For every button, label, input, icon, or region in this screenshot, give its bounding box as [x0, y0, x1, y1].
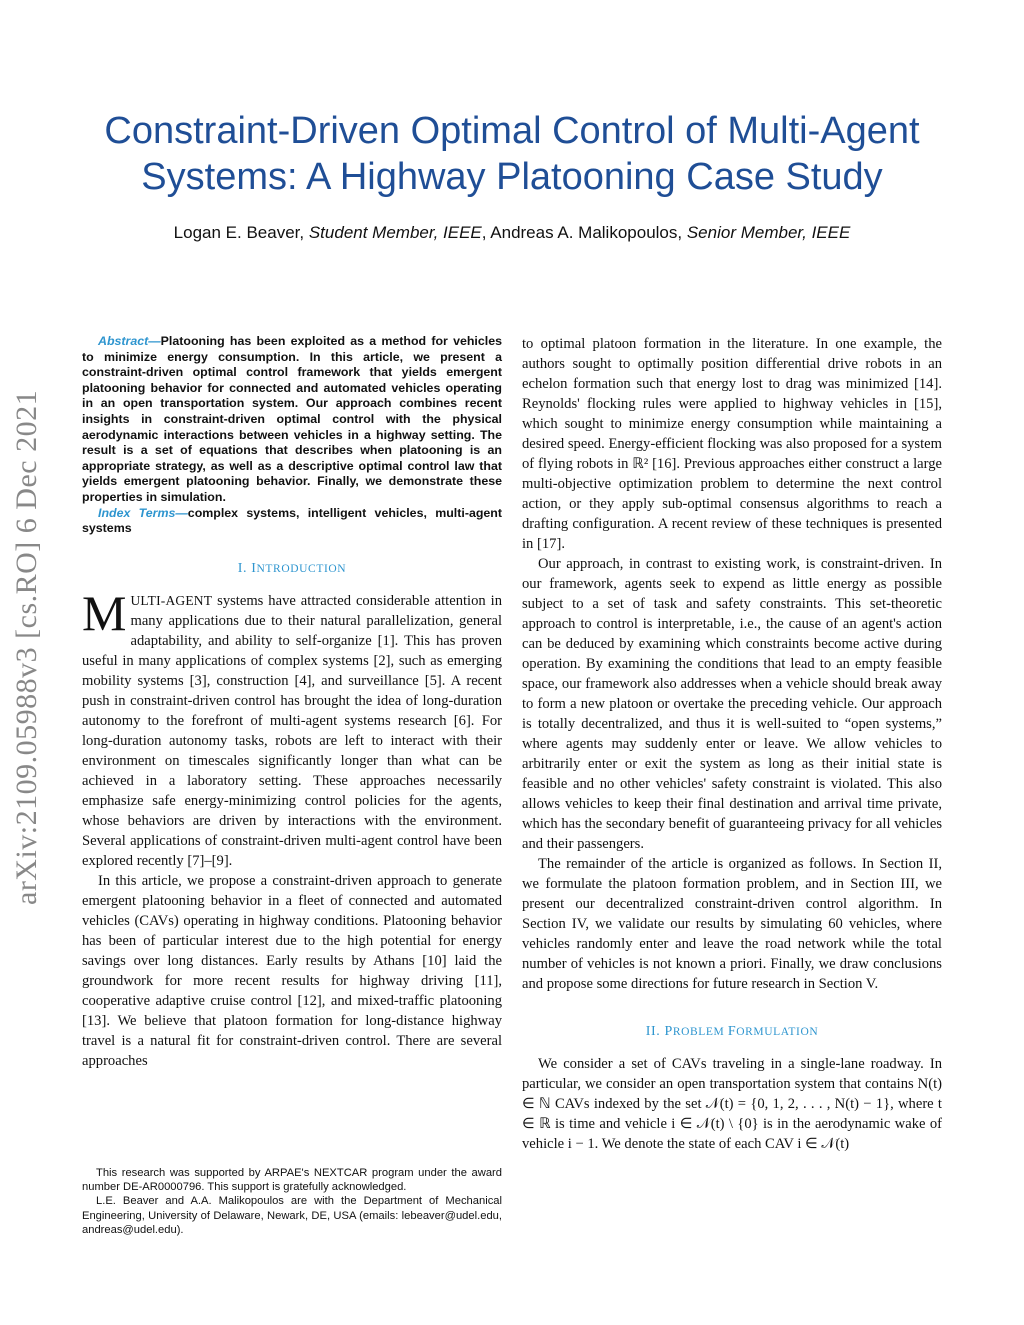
section-heading-problem-formulation: II. PROBLEM FORMULATION	[645, 1024, 819, 1039]
right-paragraph-3: The remainder of the article is organized as follows. In Section II, we formulate the platoon formation problem, and in Section III, we present our decentralized constraint-driven control algorithm. In Section IV, we validate our results by simulating 60 vehicles, where vehicles randomly enter and leave the road network while the total number of vehicles is not known a priori. Finally, we draw conclusions and propose some directions for future research in Section V.	[522, 856, 942, 992]
right-paragraph-4: We consider a set of CAVs traveling in a single-lane roadway. In particular, we consider an open transportation system that contains N(t) ∈ ℕ CAVs indexed by the set 𝒩(t) = {0, 1, 2, . . . , N(t) − 1}, where t ∈ ℝ is time and vehicle i ∈ 𝒩(t) \ {0} is in the aerodynamic wake of vehicle i − 1. We denote the state of each CAV i ∈ 𝒩(t)	[522, 1056, 942, 1152]
author-1-name: Logan E. Beaver,	[173, 223, 305, 242]
author-list	[60, 221, 964, 245]
footnote-funding: This research was supported by ARPAE's NEXTCAR program under the award number DE-AR0000796. This support is gratefully acknowledged.	[82, 1167, 502, 1194]
intro-paragraph-1	[82, 584, 502, 871]
footnotes	[82, 1166, 502, 1237]
author-1-role: Student Member, IEEE	[308, 223, 482, 242]
right-paragraph-1: to optimal platoon formation in the literature. In one example, the authors sought to optimally position differential drive robots in an echelon formation such that energy lost to drag was minimized [14]. Reynolds' flocking rules were applied to highway vehicles in [15], which sought to minimize energy consumption while maintaining a desired speed. Energy-efficient flocking was also proposed for a system of flying robots in ℝ² [16]. Previous approaches either construct a large multi-objective optimization problem to determine the next control action, or they apply sub-optimal consensus algorithms to reach a drafting configuration. A recent review of these techniques is presented in [17].	[522, 336, 942, 552]
intro-paragraph-1-text: systems have attracted considerable attention in many applications due to their natural parallelization, general adaptability, and ability to self-organize [1]. This has proven useful in many applications of complex systems [2], such as emerging mobility systems [3], construction [4], and surveillance [5]. A recent push in constraint-driven control has brought the idea of long-duration autonomy to the forefront of multi-agent systems research [6]. For long-duration autonomy tasks, robots are left to interact with their environment on timescales significantly longer than what can be achieved in a laboratory setting. These approaches necessarily emphasize safe energy-minimizing control policies for the agents, whose behaviors are driven by interactions with the environment. Several applications of constraint-driven multi-agent control have been explored recently [7]–[9].	[82, 592, 502, 869]
paper-title	[60, 108, 964, 200]
author-2-role: Senior Member, IEEE	[686, 223, 851, 242]
right-paragraph-2: Our approach, in contrast to existing work, is constraint-driven. In our framework, agents seek to expend as little energy as possible subject to a set of task and safety constraints. This set-theoretic approach to control is interpretable, i.e., the cause of an agent's action can be deduced by examining which constraints become active during operation. By examining the conditions that lead to an empty feasible space, our framework also addresses when a vehicle should break away to form a new platoon or overtake the preceding vehicle. Our approach is totally decentralized, and thus it is well-suited to “open systems,” where agents may suddenly enter or leave. We allow vehicles to arbitrarily enter or exit the system as long as their initial state is feasible and no other vehicles' safety constraint is violated. This also allows vehicles to keep their final destination and arrival time private, which has the secondary benefit of guaranteeing privacy for all vehicles and their passengers.	[522, 556, 942, 852]
index-terms	[82, 506, 502, 537]
intro-paragraph-2: In this article, we propose a constraint-driven approach to generate emergent platooning behavior in a fleet of connected and automated vehicles (CAVs) operating in highway conditions. Platooning behavior has been of particular interest due to the high potential for energy savings over long distances. Early results by Athans [10] laid the groundwork for more recent results for highway driving [11], cooperative adaptive cruise control [12], and mixed-traffic platooning [13]. We believe that platoon formation for long-distance highway travel is a natural fit for constraint-driven control. There are several approaches	[82, 872, 502, 1069]
abstract-text: Platooning has been exploited as a method for vehicles to minimize energy consumption. In this article, we present a constraint-driven optimal control framework that yields emergent platooning behavior for connected and automated vehicles operating in an open transportation system. Our approach combines recent insights in constraint-driven optimal control with the physical aerodynamic interactions between vehicles in a highway setting. The result is a set of equations that describes when platooning is an appropriate strategy, as well as a descriptive optimal control law that yields emergent platooning behavior. Finally, we demonstrate these properties in simulation.	[82, 334, 502, 504]
author-2-name: , Andreas A. Malikopoulos,	[481, 223, 683, 242]
footnote-affiliation: L.E. Beaver and A.A. Malikopoulos are with the Department of Mechanical Engineering, University of Delaware, Newark, DE, USA (emails: lebeaver@udel.edu, andreas@udel.edu).	[82, 1195, 502, 1236]
left-column	[82, 334, 502, 1071]
drop-cap-rest: ULTI-AGENT	[130, 592, 213, 608]
title-line-1: Constraint-Driven Optimal Control of Multi-Agent	[104, 110, 920, 152]
abstract	[82, 334, 502, 506]
title-line-2: Systems: A Highway Platooning Case Study	[141, 156, 883, 198]
index-terms-label: Index Terms—	[98, 505, 188, 520]
index-terms-text: complex systems, intelligent vehicles, multi-agent systems	[82, 505, 502, 536]
section-heading-introduction: I. INTRODUCTION	[237, 560, 347, 576]
arxiv-identifier: arXiv:2109.05988v3 [cs.RO] 6 Dec 2021	[10, 389, 43, 906]
abstract-label: Abstract—	[98, 334, 161, 348]
right-column	[522, 334, 942, 1154]
drop-cap: M	[82, 584, 127, 641]
